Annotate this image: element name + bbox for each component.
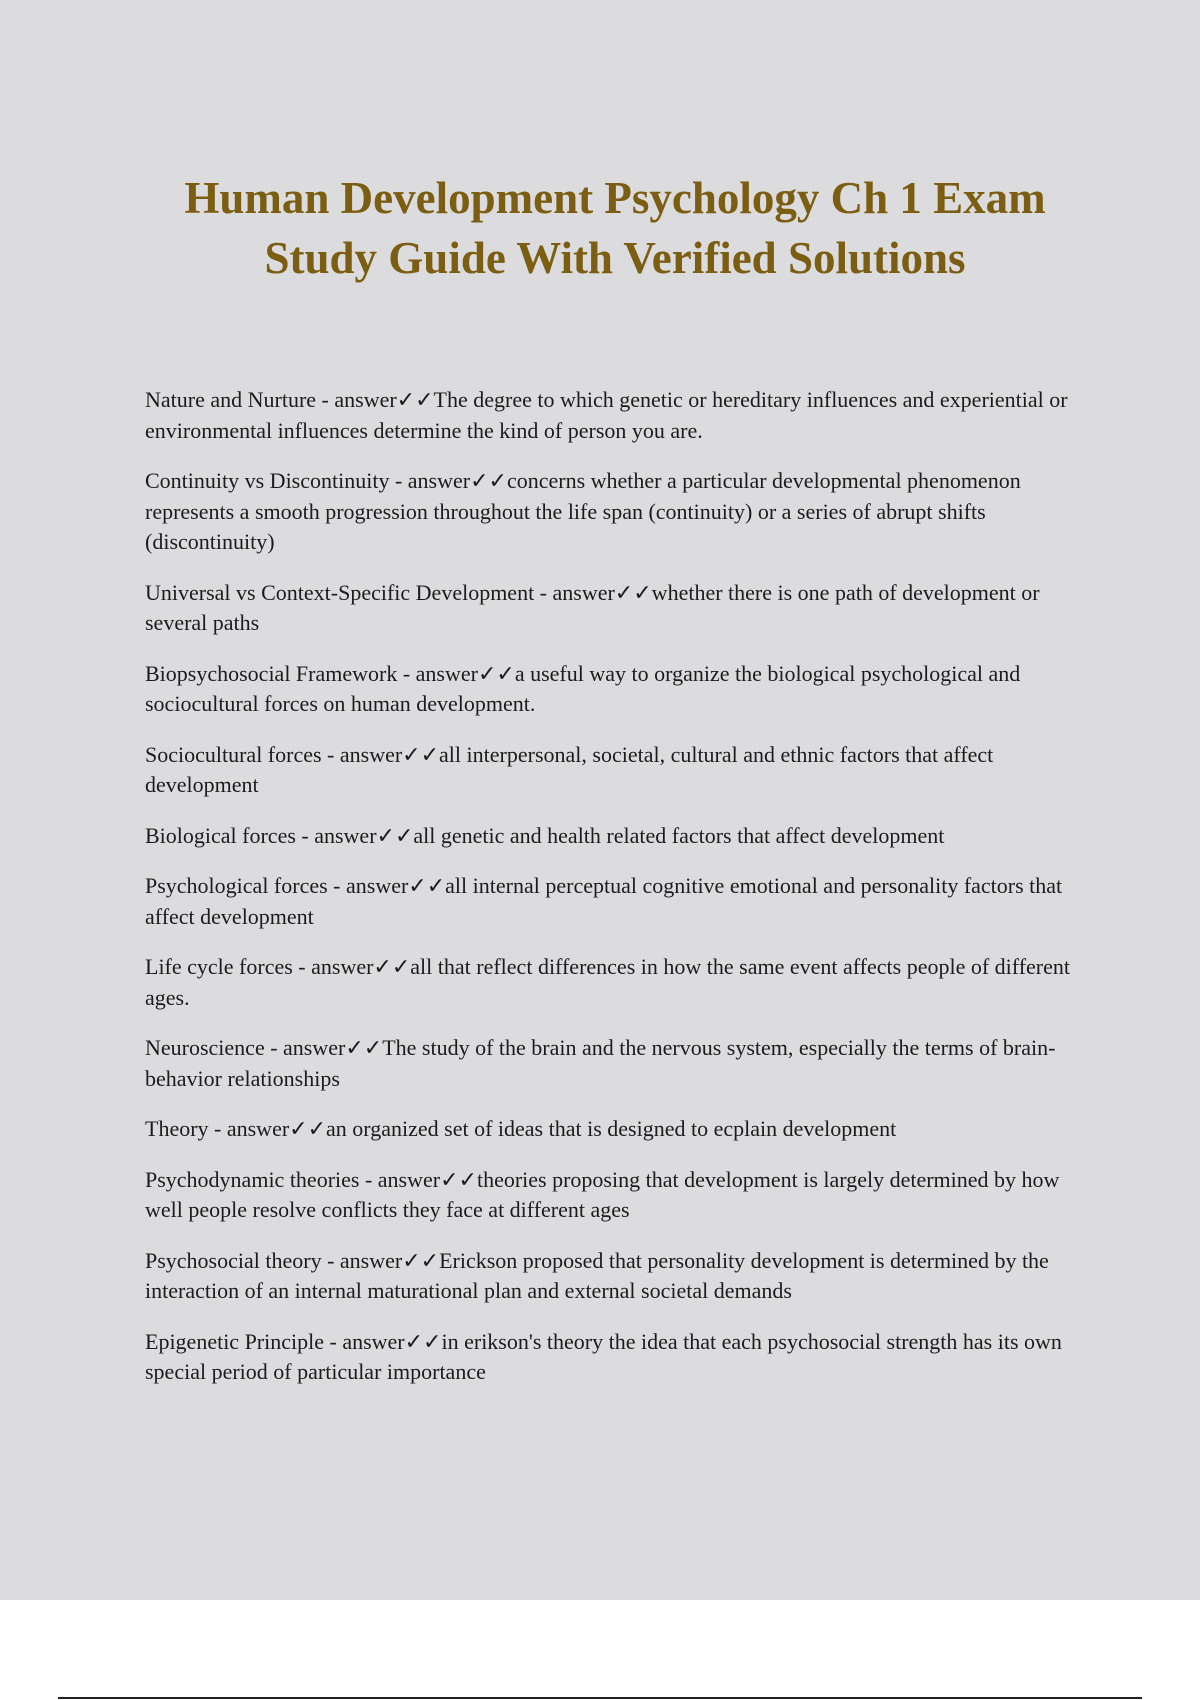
- flashcard-entry: Biological forces - answer✓✓all genetic and health related factors that affect development: [145, 822, 945, 848]
- flashcard-entry: Neuroscience - answer✓✓The study of the brain and the nervous system, especially the terms of brain-behavior relationships: [145, 1035, 1056, 1091]
- flashcard-entry: Life cycle forces - answer✓✓all that reflect differences in how the same event affects people of different ages.: [145, 954, 1070, 1010]
- flashcard-entry: Continuity vs Discontinuity - answer✓✓concerns whether a particular developmental phenomenon represents a smooth progression throughout the life span (continuity) or a series of abrupt shifts (discontinuity): [145, 468, 1021, 554]
- flashcard-entry: Sociocultural forces - answer✓✓all interpersonal, societal, cultural and ethnic factors that affect development: [145, 741, 994, 797]
- flashcard-entry: Theory - answer✓✓an organized set of ideas that is designed to ecplain development: [145, 1116, 897, 1141]
- flashcard-entry: Biopsychosocial Framework - answer✓✓a useful way to organize the biological psychological and sociocultural forces on human development.: [145, 660, 1021, 716]
- flashcard-entry: Universal vs Context-Specific Development - answer✓✓whether there is one path of development or several paths: [145, 579, 1040, 635]
- flashcard-entry: Psychodynamic theories - answer✓✓theories proposing that development is largely determined by how well people resolve conflicts they face at different ages: [145, 1166, 1060, 1222]
- flashcard-entry: Psychosocial theory - answer✓✓Erickson proposed that personality development is determined by the interaction of an internal maturational plan and external societal demands: [145, 1247, 1049, 1303]
- flashcard-entry: Psychological forces - answer✓✓all internal perceptual cognitive emotional and personality factors that affect development: [145, 873, 1063, 929]
- flashcard-entry: Epigenetic Principle - answer✓✓in erikson's theory the idea that each psychosocial strength has its own special period of particular importance: [145, 1328, 1062, 1384]
- document-title: [120, 168, 1110, 288]
- flashcard-entry: Nature and Nurture - answer✓✓The degree to which genetic or hereditary influences and experiential or environmental influences determine the kind of person you are.: [145, 387, 1068, 443]
- title-line-2: Study Guide With Verified Solutions: [264, 233, 966, 283]
- footer-divider: [58, 1697, 1142, 1699]
- flashcard-list: [145, 385, 1090, 1408]
- title-line-1: Human Development Psychology Ch 1 Exam: [184, 173, 1046, 223]
